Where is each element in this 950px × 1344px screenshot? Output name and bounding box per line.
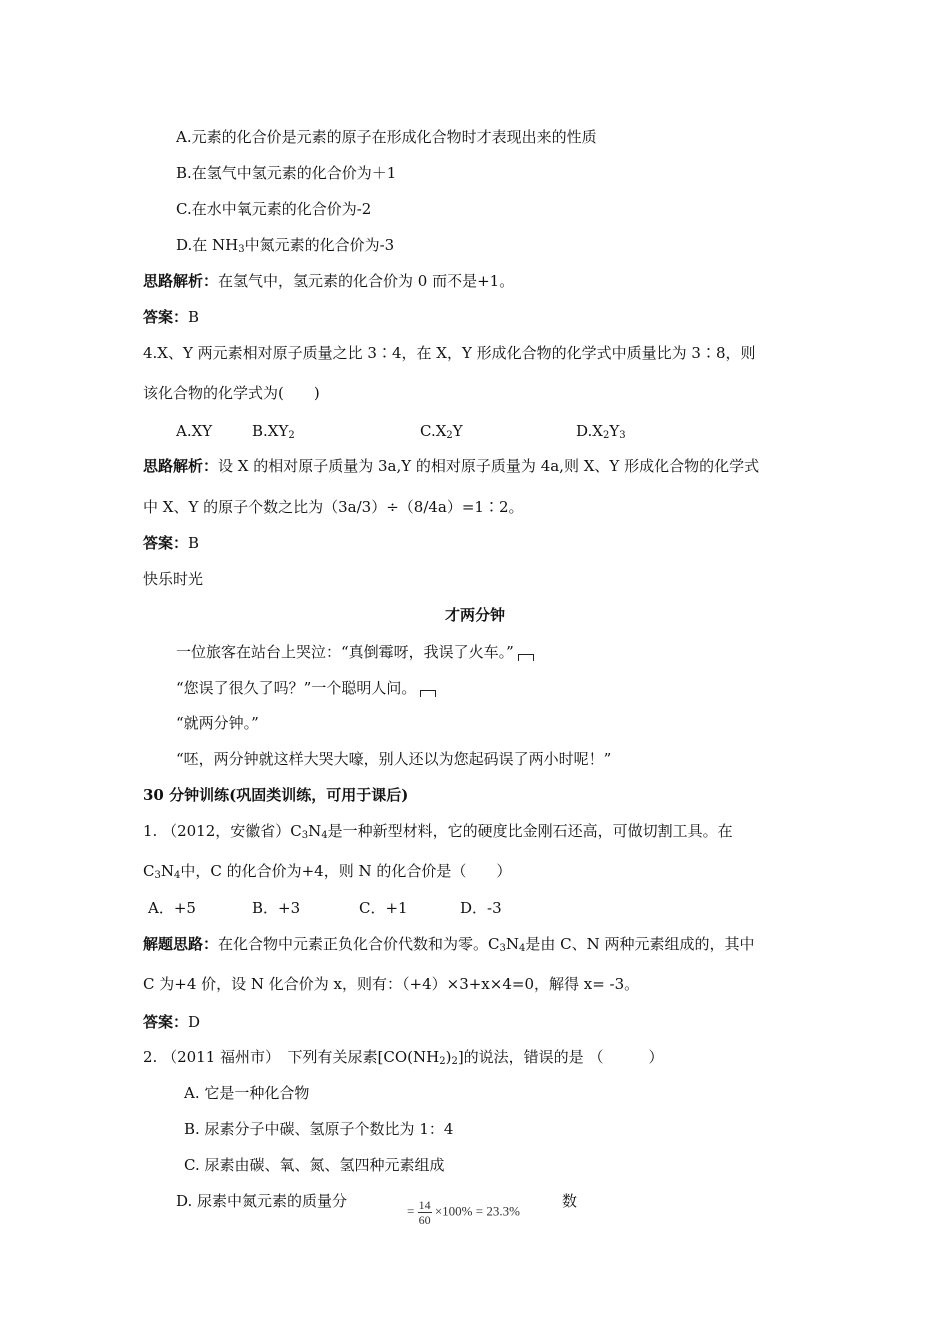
answer-label: 答案： — [143, 1013, 189, 1031]
q3-answer — [143, 307, 199, 327]
q3-option-a: A.元素的化合价是元素的原子在形成化合物时才表现出来的性质 — [176, 128, 597, 146]
analysis-label: 解题思路： — [143, 935, 219, 953]
text: 一位旅客在站台上哭泣：“真倒霉呀，我误了火车。” — [176, 643, 514, 661]
subscript: 4 — [321, 830, 328, 841]
text: D.在 NH — [176, 236, 239, 254]
section-happy-time: 快乐时光 — [143, 570, 204, 588]
q3-analysis — [143, 271, 514, 291]
q4-option-a: A.XY — [176, 422, 213, 440]
answer-label: 答案： — [143, 534, 189, 552]
q4-answer — [143, 533, 199, 553]
text: N — [308, 822, 322, 840]
text: 是由 C、N 两种元素组成的，其中 — [525, 935, 755, 953]
analysis-label: 思路解析： — [143, 457, 219, 475]
t2-option-d-tail: 数 — [562, 1192, 578, 1210]
subscript: 2 — [451, 1056, 458, 1067]
q4-stem-line2: 该化合物的化学式为( ) — [143, 384, 320, 402]
q4-analysis-line2: 中 X、Y 的原子个数之比为（3a/3）÷（8/4a）=1∶2。 — [143, 498, 524, 516]
q4-analysis-line1 — [143, 456, 759, 476]
paragraph-mark-icon — [420, 690, 436, 697]
text: N — [505, 935, 519, 953]
text: ) — [445, 1048, 452, 1066]
subscript: 3 — [154, 870, 161, 881]
subscript: 3 — [619, 430, 626, 441]
answer-label: 答案： — [143, 308, 189, 326]
subscript: 3 — [301, 830, 309, 841]
story-line-1 — [176, 642, 534, 662]
t2-option-a: A. 它是一种化合物 — [184, 1084, 310, 1102]
t1-stem-line1 — [143, 821, 733, 841]
q3-option-d — [176, 235, 394, 255]
t2-stem — [143, 1047, 663, 1067]
fraction-numerator: 14 — [418, 1198, 431, 1212]
q4-option-c — [420, 421, 463, 441]
fraction — [418, 1198, 432, 1227]
formula-rest: ×100% = 23.3% — [434, 1203, 520, 1219]
text: B.XY — [252, 422, 289, 440]
t2-option-b: B. 尿素分子中碳、氢原子个数比为 1：4 — [184, 1120, 454, 1138]
story-title: 才两分钟 — [444, 606, 505, 624]
subscript: 3 — [499, 943, 506, 954]
fraction-denominator: 60 — [418, 1213, 431, 1227]
paragraph-mark-icon — [518, 654, 534, 661]
training-heading: 30 分钟训练(巩固类训练，可用于课后) — [143, 786, 409, 804]
text: 中，C 的化合价为+4，则 N 的化合价是（ ） — [180, 862, 512, 880]
answer-value: B — [188, 308, 200, 326]
q4-stem-line1: 4.X、Y 两元素相对原子质量之比 3∶4，在 X，Y 形成化合物的化学式中质量比为 3∶8，则 — [143, 344, 756, 362]
text: 是一种新型材料，它的硬度比金刚石还高，可做切割工具。在 — [327, 822, 733, 840]
text: Y — [452, 422, 463, 440]
text: N — [160, 862, 174, 880]
subscript: 2 — [602, 430, 610, 441]
t2-option-d: D. 尿素中氮元素的质量分 — [176, 1192, 348, 1210]
text: 1. （2012，安徽省）C — [143, 822, 302, 840]
q3-option-c: C.在水中氧元素的化合价为-2 — [176, 200, 372, 218]
q4-option-b — [252, 421, 295, 441]
story-line-3: “就两分钟。” — [176, 714, 259, 732]
subscript: 4 — [173, 870, 181, 881]
analysis-label: 思路解析： — [143, 272, 219, 290]
q3-option-b: B.在氢气中氢元素的化合价为＋1 — [176, 164, 397, 182]
text: ]的说法，错误的是 （ ） — [457, 1048, 664, 1066]
q4-option-d — [576, 421, 626, 441]
story-line-4: “呸，两分钟就这样大哭大嚎，别人还以为您起码误了两小时呢！” — [176, 750, 612, 768]
subscript: 2 — [439, 1056, 446, 1067]
text: Y — [609, 422, 620, 440]
text: C — [143, 862, 155, 880]
t1-analysis-line1 — [143, 934, 755, 954]
t1-option-c: C．+1 — [359, 899, 408, 917]
t1-option-d: D．-3 — [460, 899, 502, 917]
analysis-text: 在氢气中，氢元素的化合价为 0 而不是+1。 — [218, 272, 515, 290]
subscript: 4 — [519, 943, 526, 954]
text: 中氮元素的化合价为-3 — [244, 236, 395, 254]
t1-analysis-line2: C 为+4 价，设 N 化合价为 x，则有：（+4）×3+x×4=0，解得 x= -3。 — [143, 975, 640, 993]
t2-option-c: C. 尿素由碳、氧、氮、氢四种元素组成 — [184, 1156, 445, 1174]
formula-equals: = — [407, 1203, 415, 1219]
t1-option-b: B．+3 — [252, 899, 301, 917]
text: 2. （2011 福州市） 下列有关尿素[CO(NH — [143, 1048, 440, 1066]
story-line-2 — [176, 678, 436, 698]
t1-answer — [143, 1012, 200, 1032]
subscript: 2 — [446, 430, 453, 441]
text: 在化合物中元素正负化合价代数和为零。C — [218, 935, 500, 953]
text: C.X — [420, 422, 447, 440]
t1-option-a: A．+5 — [148, 899, 196, 917]
subscript: 2 — [288, 430, 295, 441]
mass-fraction-formula — [407, 1198, 520, 1227]
analysis-text: 设 X 的相对原子质量为 3a,Y 的相对原子质量为 4a,则 X、Y 形成化合物的化学式 — [218, 457, 760, 475]
t1-stem-line2 — [143, 861, 511, 881]
answer-value: D — [188, 1013, 201, 1031]
text: D.X — [576, 422, 603, 440]
subscript: 3 — [238, 244, 245, 255]
text: “您误了很久了吗？”一个聪明人问。 — [176, 679, 417, 697]
answer-value: B — [188, 534, 200, 552]
